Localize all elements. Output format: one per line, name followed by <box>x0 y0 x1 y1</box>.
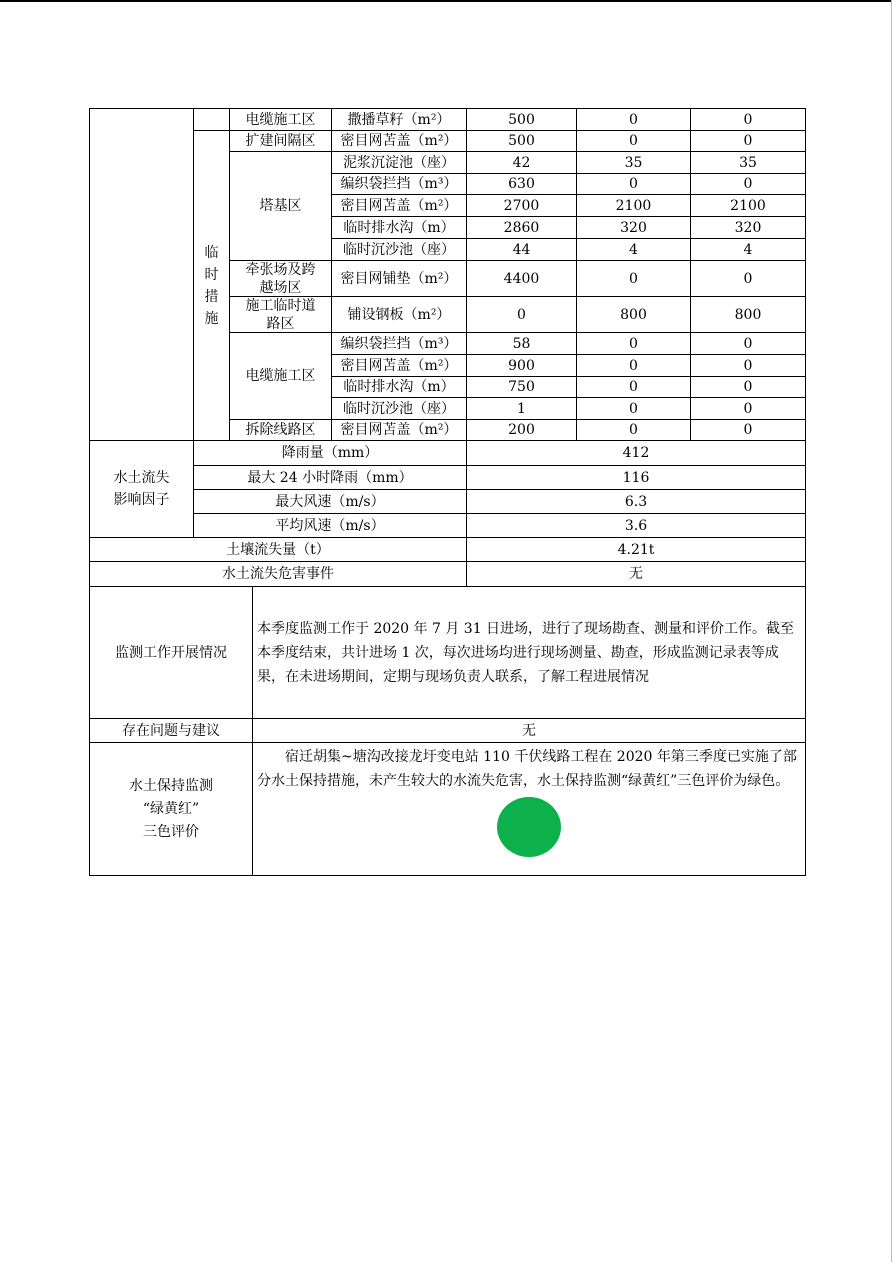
cumulative-value: 320 <box>690 216 806 239</box>
quarter-value: 0 <box>576 397 691 420</box>
section-label-blank <box>89 108 194 441</box>
quarter-value: 0 <box>576 354 691 377</box>
area-cell-temp-road <box>229 296 332 333</box>
temporary-measures-char: 时 <box>204 266 219 283</box>
cumulative-value: 800 <box>690 296 806 333</box>
measure-name: 临时沉沙池（座） <box>331 238 467 261</box>
planned-value: 500 <box>466 130 577 152</box>
cumulative-value: 0 <box>690 376 806 398</box>
area-line: 牵张场及跨 <box>245 261 316 278</box>
factor-value: 3.6 <box>466 513 806 538</box>
measure-name: 编织袋拦挡（m³） <box>331 173 467 195</box>
quarter-value: 35 <box>576 151 691 174</box>
quarter-value: 0 <box>576 332 691 355</box>
cumulative-value: 2100 <box>690 194 806 217</box>
rating-cell <box>252 742 806 876</box>
issues-label: 存在问题与建议 <box>89 718 253 743</box>
area-cell-tower: 塔基区 <box>229 151 332 261</box>
measure-name: 密目网苫盖（m²） <box>331 354 467 377</box>
measure-name: 临时沉沙池（座） <box>331 397 467 420</box>
measure-name: 密目网铺垫（m²） <box>331 260 467 297</box>
planned-value: 0 <box>466 296 577 333</box>
issues-value: 无 <box>252 718 806 743</box>
planned-value: 2700 <box>466 194 577 217</box>
area-cell-cable: 电缆施工区 <box>229 108 332 131</box>
area-cell-demolition: 拆除线路区 <box>229 419 332 441</box>
rating-label <box>89 742 253 876</box>
cumulative-value: 0 <box>690 260 806 297</box>
work-status-text: 本季度监测工作于 2020 年 7 月 31 日进场，进行了现场勘查、测量和评价工作。截至本季度结束，共计进场 1 次，每次进场均进行现场测量、勘查，形成监测记录表等成果，在未进场期间，定期与现场负责人联系，了解工程进展情况 <box>252 586 806 719</box>
area-line: 路区 <box>266 315 295 332</box>
factor-name: 最大风速（m/s） <box>193 489 467 514</box>
planned-value: 4400 <box>466 260 577 297</box>
hazard-label: 水土流失危害事件 <box>89 561 467 587</box>
measure-name: 临时排水沟（m） <box>331 376 467 398</box>
quarter-value: 0 <box>576 173 691 195</box>
cumulative-value: 4 <box>690 238 806 261</box>
quarter-value: 4 <box>576 238 691 261</box>
planned-value: 750 <box>466 376 577 398</box>
measure-name: 泥浆沉淀池（座） <box>331 151 467 174</box>
quarter-value: 320 <box>576 216 691 239</box>
area-cell-tension <box>229 260 332 297</box>
planned-value: 1 <box>466 397 577 420</box>
cumulative-value: 0 <box>690 130 806 152</box>
quarter-value: 2100 <box>576 194 691 217</box>
measure-name: 密目网苫盖（m²） <box>331 130 467 152</box>
planned-value: 200 <box>466 419 577 441</box>
factor-value: 6.3 <box>466 489 806 514</box>
measure-name: 临时排水沟（m） <box>331 216 467 239</box>
measure-name: 密目网苫盖（m²） <box>331 194 467 217</box>
planned-value: 58 <box>466 332 577 355</box>
cumulative-value: 0 <box>690 397 806 420</box>
quarter-value: 800 <box>576 296 691 333</box>
temporary-measures-label <box>193 130 230 441</box>
cumulative-value: 0 <box>690 354 806 377</box>
factors-label <box>89 440 194 538</box>
area-cell-cable-2: 电缆施工区 <box>229 332 332 420</box>
quarter-value: 0 <box>576 108 691 131</box>
rating-label-line: 水土保持监测 <box>129 777 213 794</box>
rating-label-line: 三色评价 <box>143 823 199 840</box>
factor-value: 412 <box>466 440 806 466</box>
rating-text: 宿迁胡集~塘沟改接龙圩变电站 110 千伏线路工程在 2020 年第三季度已实施了部分水土保持措施，未产生较大的水流失危害，水土保持监测“绿黄红”三色评价为绿色。 <box>257 749 797 789</box>
temporary-measures-char: 临 <box>204 244 219 261</box>
area-line: 施工临时道 <box>245 297 316 314</box>
quarter-value: 0 <box>576 130 691 152</box>
factor-value: 116 <box>466 465 806 490</box>
planned-value: 630 <box>466 173 577 195</box>
group-label-blank <box>193 108 230 131</box>
quarter-value: 0 <box>576 419 691 441</box>
planned-value: 44 <box>466 238 577 261</box>
temporary-measures-char: 施 <box>204 310 219 327</box>
cumulative-value: 0 <box>690 108 806 131</box>
planned-value: 900 <box>466 354 577 377</box>
measure-name: 密目网苫盖（m²） <box>331 419 467 441</box>
factor-name: 平均风速（m/s） <box>193 513 467 538</box>
cumulative-value: 35 <box>690 151 806 174</box>
planned-value: 42 <box>466 151 577 174</box>
cumulative-value: 0 <box>690 332 806 355</box>
area-line: 越场区 <box>259 279 302 296</box>
planned-value: 2860 <box>466 216 577 239</box>
quarter-value: 0 <box>576 260 691 297</box>
temporary-measures-char: 措 <box>204 288 219 305</box>
factor-name: 降雨量（mm） <box>193 440 467 466</box>
factors-label-line: 影响因子 <box>113 492 170 508</box>
area-cell-expansion: 扩建间隔区 <box>229 130 332 152</box>
hazard-value: 无 <box>466 561 806 587</box>
quarter-value: 0 <box>576 376 691 398</box>
cumulative-value: 0 <box>690 419 806 441</box>
soil-loss-label: 土壤流失量（t） <box>89 537 467 562</box>
rating-label-line: “绿黄红” <box>142 800 200 817</box>
soil-loss-value: 4.21t <box>466 537 806 562</box>
planned-value: 500 <box>466 108 577 131</box>
page-top-border <box>0 0 892 2</box>
cumulative-value: 0 <box>690 173 806 195</box>
measure-name: 铺设钢板（m²） <box>331 296 467 333</box>
work-status-label: 监测工作开展情况 <box>89 586 253 719</box>
measure-name: 撒播草籽（m²） <box>331 108 467 131</box>
measure-name: 编织袋拦挡（m³） <box>331 332 467 355</box>
green-rating-indicator <box>497 797 561 857</box>
factor-name: 最大 24 小时降雨（mm） <box>193 465 467 490</box>
factors-label-line: 水土流失 <box>113 470 170 486</box>
